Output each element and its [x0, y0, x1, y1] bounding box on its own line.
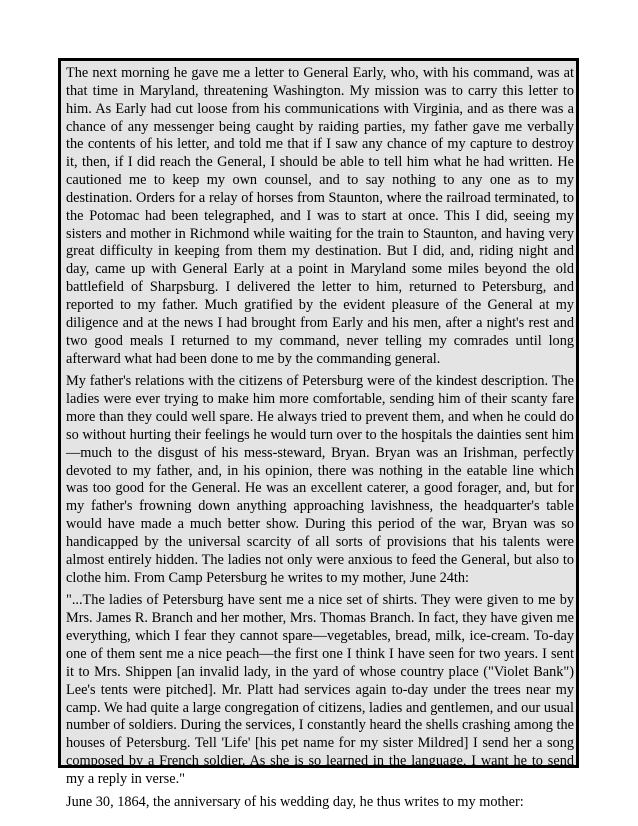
- document-body: [66, 65, 574, 812]
- document-frame: [58, 58, 579, 810]
- paragraph-anniversary: June 30, 1864, the anniversary of his wedding day, he thus writes to my mother:: [66, 793, 524, 810]
- paragraph-letter-quote: "...The ladies of Petersburg have sent me a nice set of shirts. They were given to me by Mrs. James R. Branch and her mother, Mrs. Thomas Branch. In fact, they have given me everything, which I fear they cannot spare—vegetables, bread, milk, ice-cream. To-day one of them sent me a nice peach—the first one I think I have seen for two years. I sent it to Mrs. Shippen [an invalid lady, in the yard of whose country place ("Violet Bank") Lee's tents were pitched]. Mr. Platt had services again to-day under the trees near my camp. We had quite a large congregation of citizens, ladies and gentlemen, and our usual number of soldiers. During the services, I constantly heard the shells crashing among the houses of Petersburg. Tell 'Life' [his pet name for my sister Mildred] I send her a song composed by a French soldier. As she is so learned in the language, I want he to send my a reply in verse.": [66, 592, 574, 787]
- paragraph-petersburg-citizens: My father's relations with the citizens of Petersburg were of the kindest description. The ladies were ever trying to make him more comfortable, sending him of their scanty fare more than they could well spare. He always tried to prevent them, and when he could do so without hurting their feelings he would turn over to the hospitals the dainties sent him—much to the disgust of his mess-steward, Bryan. Bryan was an Irishman, perfectly devoted to my father, and, in his opinion, there was nothing in the eatable line which was too good for the General. He was an excellent caterer, a good forager, and, but for my father's frowning down anything approaching lavishness, the headquarter's table would have made a much better show. During this period of the war, Bryan was so handicapped by the universal scarcity of all sorts of provisions that his talents were almost entirely hidden. The ladies not only were anxious to feed the General, but also to clothe him. From Camp Petersburg he writes to my mother, June 24th:: [66, 373, 574, 586]
- paragraph-early-mission: The next morning he gave me a letter to General Early, who, with his command, was at that time in Maryland, threatening Washington. My mission was to carry this letter to him. As Early had cut loose from his communications with Virginia, and as there was a chance of any messenger being caught by raiding parties, my father gave me verbally the contents of his letter, and told me that if I saw any chance of my capture to destroy it, then, if I did reach the General, I should be able to tell him what he had written. He cautioned me to keep my own counsel, and to say nothing to any one as to my destination. Orders for a relay of horses from Staunton, where the railroad terminated, to the Potomac had been telegraphed, and I was to start at once. This I did, seeing my sisters and mother in Richmond while waiting for the train to Staunton, and having very great difficulty in keeping from them my destination. But I did, and, riding night and day, came up with General Early at a point in Maryland some miles beyond the old battlefield of Sharpsburg. I delivered the letter to him, returned to Petersburg, and reported to my father. Much gratified by the evident pleasure of the General at my diligence and at the news I had brought from Early and his men, after a night's rest and two good meals I returned to my command, never telling my comrades until long afterward what had been done to me by the commanding general.: [66, 65, 574, 367]
